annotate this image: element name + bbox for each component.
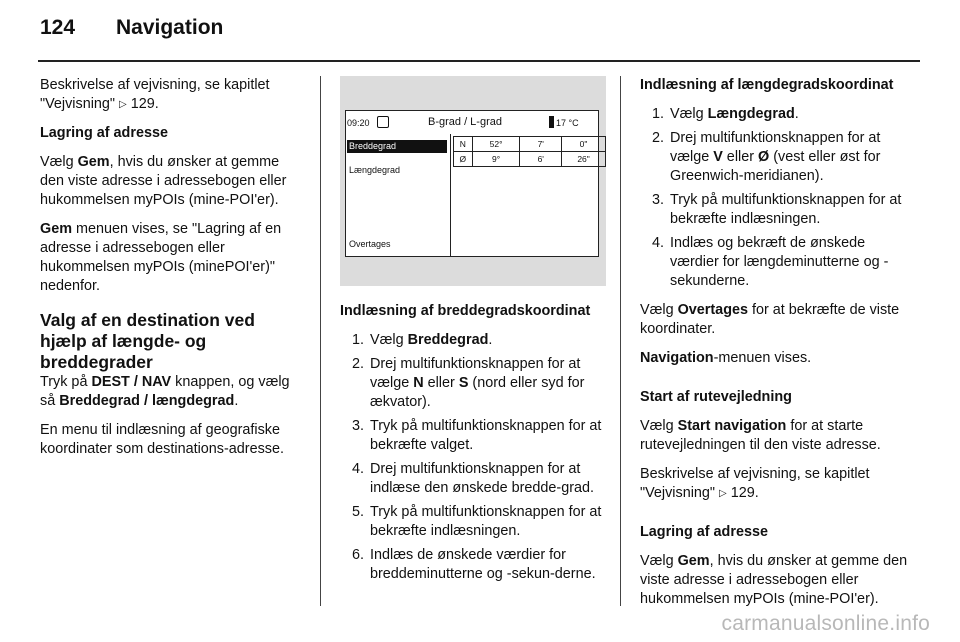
coordinate-cell[interactable]: 0" (562, 137, 606, 152)
reference-arrow-icon: ▷ (119, 99, 127, 110)
menu-item-longitude[interactable]: Længdegrad (349, 165, 401, 175)
coordinate-cell[interactable]: 52° (472, 137, 520, 152)
paragraph-menu-info: En menu til indlæsning af geografiske koordinater som destinations-adresse. (40, 422, 284, 457)
coordinate-table (453, 136, 606, 167)
list-item: 4. Indlæs og bekræft de ønskede værdier for længdeminutterne og -sekunderne. (651, 235, 889, 289)
column-1 (40, 76, 306, 469)
display-temperature: 17 °C (556, 118, 579, 128)
spacer (640, 378, 908, 388)
subheading-latitude-input: Indlæsning af breddegradskoordinat (340, 303, 591, 319)
paragraph-save: Vælg Gem, hvis du ønsker at gemme den viste adresse i adressebogen eller hukommelsen myPOIs (mine-POI'er). (640, 553, 908, 607)
column-2 (340, 76, 606, 594)
coordinate-cell[interactable]: 7' (520, 137, 562, 152)
coordinate-row-latitude (454, 137, 606, 152)
list-item: 3. Tryk på multifunktionsknappen for at bekræfte indlæsningen. (651, 192, 902, 227)
longitude-steps (640, 105, 908, 291)
thermometer-icon (549, 116, 554, 128)
subheading-longitude-input: Indlæsning af længdegradskoordinat (640, 77, 894, 93)
list-item: 1. Vælg Længdegrad. (651, 106, 799, 122)
display-time: 09:20 (347, 118, 370, 128)
list-item: 2. Drej multifunktionsknappen for at vælge V eller Ø (vest eller øst for Greenwich-meridianen). (651, 130, 881, 184)
paragraph-save: Vælg Gem, hvis du ønsker at gemme den viste adresse i adressebogen eller hukommelsen myPOIs (mine-POI'er). (40, 154, 287, 208)
subheading-start-guidance: Start af rutevejledning (640, 389, 792, 405)
page-reference[interactable]: 129. (130, 96, 159, 112)
page-header (40, 16, 223, 50)
display-title: B-grad / L-grad (428, 116, 502, 128)
paragraph-apply: Vælg Overtages for at bekræfte de viste koordinater. (640, 302, 900, 337)
coordinate-cell[interactable]: 26" (562, 152, 606, 167)
paragraph-press-button: Tryk på DEST / NAV knappen, og vælg så Breddegrad / længdegrad. (40, 374, 290, 409)
reference-arrow-icon: ▷ (719, 488, 727, 499)
paragraph-gem-menu: Gem menuen vises, se "Lagring af en adresse i adressebogen eller hukommelsen myPOIs (minePOI'er)" nedenfor. (40, 221, 282, 294)
list-item: 1. Vælg Breddegrad. (351, 332, 493, 348)
list-item: 3. Tryk på multifunktionsknappen for at bekræfte valget. (351, 418, 602, 453)
paragraph-navigation-menu: Navigation-menuen vises. (640, 350, 812, 366)
spacer (640, 513, 908, 523)
paragraph-description: Beskrivelse af vejvisning, se kapitlet "Vejvisning" ▷ 129. (40, 77, 270, 112)
paragraph-start-navigation: Vælg Start navigation for at starte rutevejledningen til den viste adresse. (640, 418, 881, 453)
coordinate-cell[interactable]: 9° (472, 152, 520, 167)
menu-item-latitude[interactable]: Breddegrad (347, 140, 447, 153)
column-divider (620, 76, 621, 606)
section-title: Navigation (116, 16, 224, 39)
header-rule (38, 60, 920, 62)
subheading-save-address: Lagring af adresse (40, 125, 168, 141)
list-item: 2. Drej multifunktionsknappen for at vælge N eller S (nord eller syd for ækvator). (351, 356, 585, 410)
menu-item-apply[interactable]: Overtages (349, 239, 391, 249)
list-item: 5. Tryk på multifunktionsknappen for at bekræfte indlæsningen. (351, 504, 602, 539)
coordinate-cell[interactable]: Ø (454, 152, 473, 167)
heading-latlon-destination: Valg af en destination ved hjælp af længde- og breddegrader (40, 310, 255, 372)
column-3 (640, 76, 908, 619)
list-item: 4. Drej multifunktionsknappen for at indlæse den ønskede bredde-grad. (351, 461, 594, 496)
column-divider (320, 76, 321, 606)
page-number: 124 (40, 16, 76, 39)
clock-icon (377, 116, 389, 128)
display-menu (345, 134, 451, 256)
latitude-steps (340, 331, 606, 584)
page-reference[interactable]: 129. (730, 485, 759, 501)
display-screenshot (340, 76, 606, 286)
paragraph-description: Beskrivelse af vejvisning, se kapitlet "Vejvisning" ▷ 129. (640, 466, 870, 501)
coordinate-cell[interactable]: N (454, 137, 473, 152)
list-item: 6. Indlæs de ønskede værdier for breddeminutterne og -sekun-derne. (351, 547, 596, 582)
coordinate-row-longitude (454, 152, 606, 167)
coordinate-cell[interactable]: 6' (520, 152, 562, 167)
subheading-save-address: Lagring af adresse (640, 524, 768, 540)
watermark: carmanualsonline.info (721, 612, 930, 635)
